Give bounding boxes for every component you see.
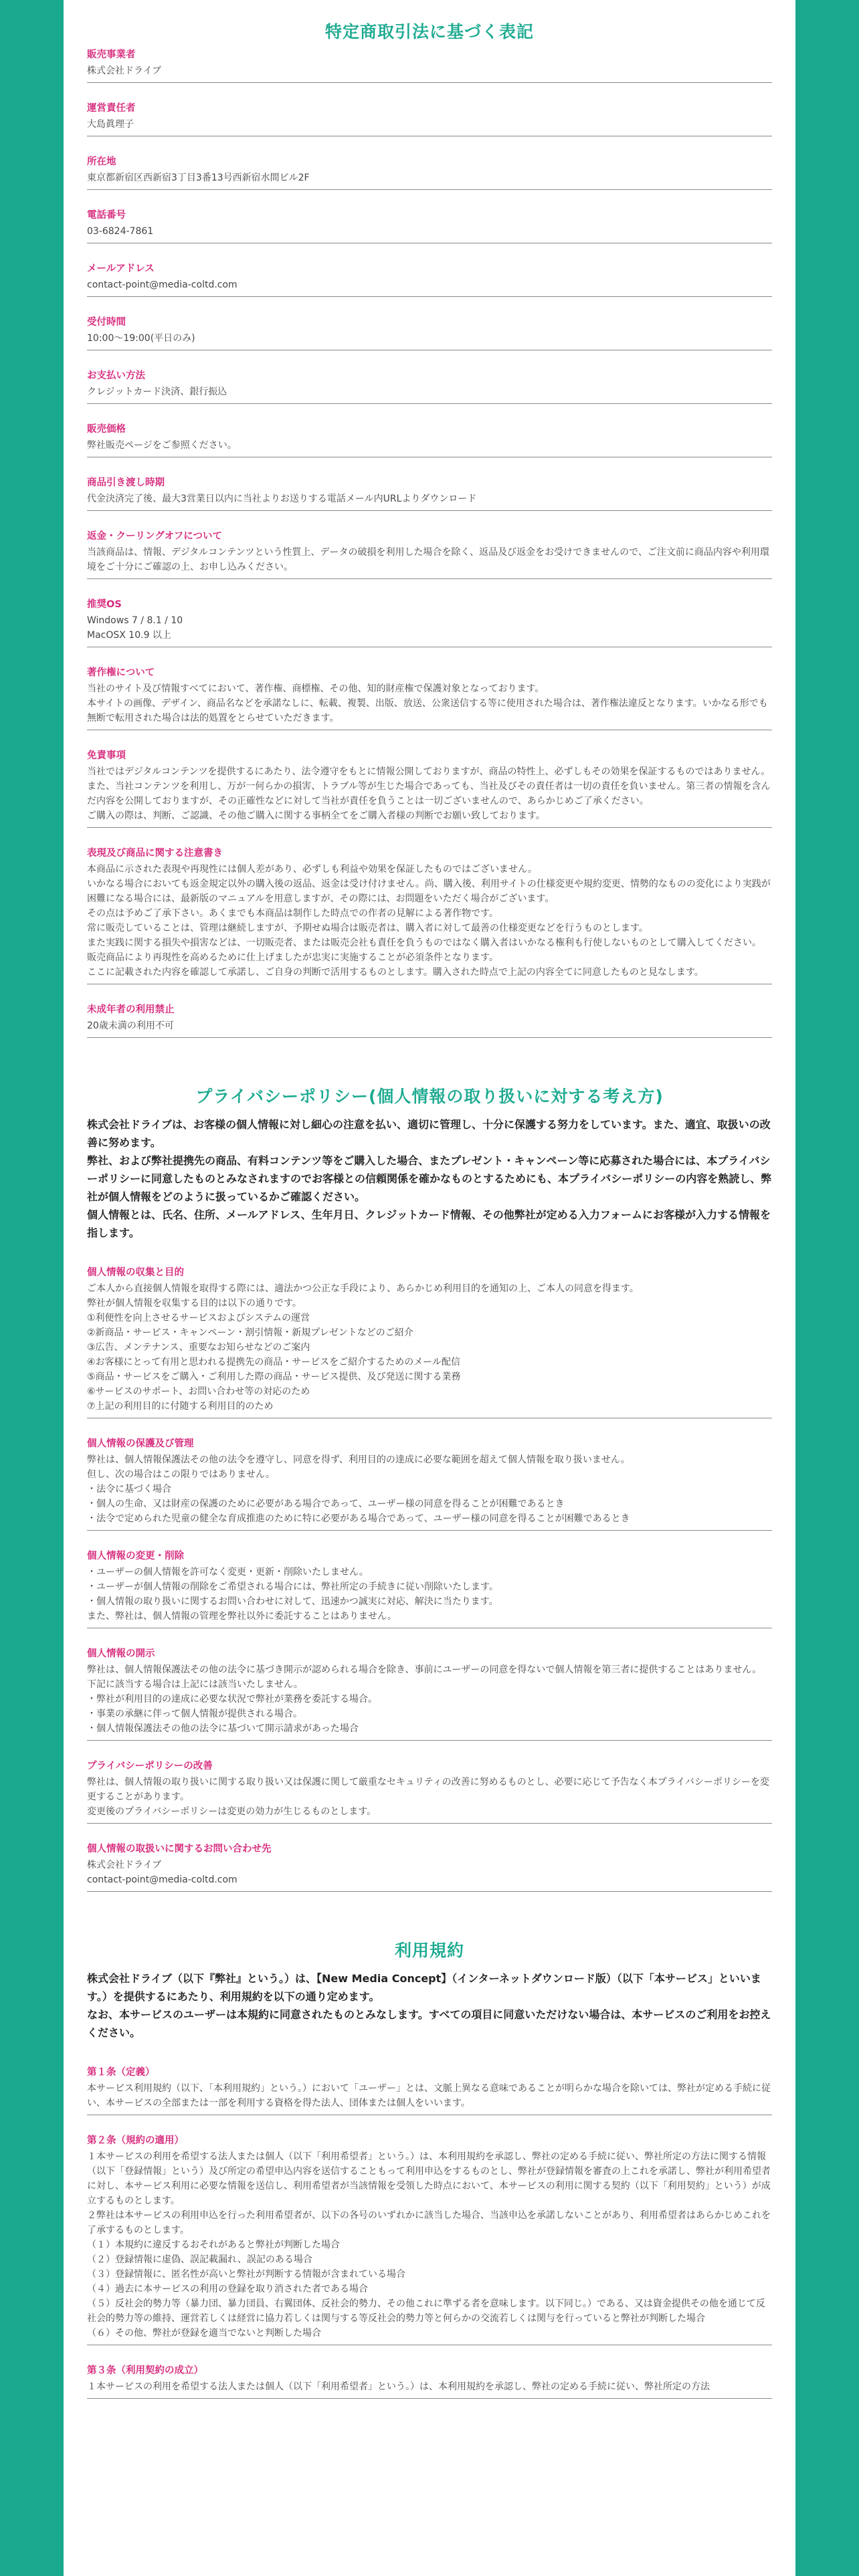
tokushoho-item-body: 本商品に示された表現や再現性には個人差があり、必ずしも利益や効果を保証したものではございません。 いかなる場合においても返金規定以外の購入後の返品、返金は受け付けません。尚、購入後、利用サイトの仕様変更や規約変更、情勢的なものの変化により実践が困難になる場合には、最新版のマニュアルを用意しますが、その際には、お問題をいただく場合がございます。 その点は予めご了承下さい。あくまでも本商品は制作した時点での作者の見解による著作物です。 常に販売していることは、管理は継続しますが、予期せぬ場合は販売者は、購入者に対して最善の仕様変更などを行うものとします。 また実践に関する損失や損害などは、一切販売者、または販売会社も責任を負うものではなく購入者はいかなる権利も行使しないものとして購入してください。 販売商品により再現性を高めるために仕上げましたが忠実に実施することが必須条件となります。 ここに記載された内容を確認して承諾し、ご自身の判断で活用するものとします。購入された時点で上記の内容全てに同意したものと見なします。 bbox=[87, 864, 771, 978]
privacy-item-body: ご本人から直接個人情報を取得する際には、適法かつ公正な手段により、あらかじめ利用目的を通知の上、ご本人の同意を得ます。 弊社が個人情報を収集する目的は以下の通りです。 ①利便性を向上させるサービスおよびシステムの運営 ②新商品・サービス・キャンペーン・割引情報・新規プレゼントなどのご紹介 ③広告、メンテナンス、重要なお知らせなどのご案内 ④お客様にとって有用と思われる提携先の商品・サービスをご紹介するためのメール配信 ⑤商品・サービスをご購入・ご利用した際の商品・サービス提供、及び発送に関する業務 ⑥サービスのサポート、お問い合わせ等の対応のため ⑦上記の利用目的に付随する利用目的のため bbox=[87, 1283, 639, 1412]
terms-item bbox=[87, 2047, 772, 2115]
tokushoho-item-label: 販売事業者 bbox=[87, 49, 136, 60]
privacy-item-label: 個人情報の変更・削除 bbox=[87, 1551, 184, 1562]
tokushoho-item bbox=[87, 297, 772, 350]
privacy-item-label: 個人情報の保護及び管理 bbox=[87, 1438, 194, 1449]
privacy-item bbox=[87, 1247, 772, 1418]
privacy-item-label: 個人情報の収集と目的 bbox=[87, 1267, 184, 1278]
tokushoho-item-label: 電話番号 bbox=[87, 210, 126, 221]
tokushoho-item bbox=[87, 83, 772, 136]
tokushoho-item bbox=[87, 730, 772, 828]
tokushoho-item-label: 返金・クーリングオフについて bbox=[87, 531, 222, 542]
tokushoho-item-label: 未成年者の利用禁止 bbox=[87, 1004, 175, 1015]
privacy-item bbox=[87, 1741, 772, 1824]
tokushoho-item-body: 弊社販売ページをご参照ください。 bbox=[87, 440, 237, 451]
content-column bbox=[64, 0, 795, 2399]
tokushoho-item bbox=[87, 579, 772, 647]
terms-item-body: １本サービスの利用を希望する法人または個人（以下「利用希望者」という。）は、本利用規約を承認し、弊社の定める手続に従い、弊社所定の方法に関する情報（以下「登録情報」という）及び所定の希望申込内容を送信することもって利用申込をするものとし、弊社が登録情報を審査の上これを承諾し、弊社が利用希望者に対し、本サービス利用に必要な情報を送信し、利用希望者が当該情報を受領した時点において、本サービスの利用に関する契約（以下「利用契約」という）が成立するものとします。 ２弊社は本サービスの利用申込を行った利用希望者が、以下の各号のいずれかに該当した場合、当該申込を承諾しないことがあり、利用希望者はあらかじめこれを了承するものとします。 （１）本規約に違反するおそれがあると弊社が判断した場合 （２）登録情報に虚偽、誤記載漏れ、誤記のある場合 （３）登録情報に、匿名性が高いと弊社が判断する情報が含まれている場合 （４）過去に本サービスの利用の登録を取り消された者である場合 （５）反社会的勢力等（暴力団、暴力団員、右翼団体、反社会的勢力、その他これに準ずる者を意味します。以下同じ。）である、又は資金提供その他を通じて反社会的勢力等の維持、運営若しくは経営に協力若しくは関与する等反社会的勢力等と何らかの交流若しくは関与を行っていると弊社が判断した場合 （６）その他、弊社が登録を適当でないと判断した場合 bbox=[87, 2151, 771, 2339]
tokushoho-item-label: メールアドレス bbox=[87, 263, 155, 274]
tokushoho-list bbox=[87, 48, 772, 1038]
terms-intro: 株式会社ドライブ（以下『弊社』という。）は、【New Media Concept】（インターネットダウンロード版）（以下「本サービス」といいます。）を提供するにあたり、利用規約を以下の通り定めます。 なお、本サービスのユーザーは本規約に同意されたものとみなします。すべての項目に同意いただけない場合は、本サービスのご利用をお控えください。 bbox=[87, 1972, 771, 2039]
privacy-item bbox=[87, 1418, 772, 1531]
terms-item-body: 本サービス利用規約（以下、「本利用規約」という。）において「ユーザー」とは、文脈上異なる意味であることが明らかな場合を除いては、弊社が定める手続に従い、本サービスの全部または一部を利用する資格を得た法人、団体または個人をいいます。 bbox=[87, 2083, 771, 2109]
tokushoho-item bbox=[87, 190, 772, 243]
tokushoho-item-label: 所在地 bbox=[87, 156, 116, 167]
privacy-item-body: 弊社は、個人情報の取り扱いに関する取り扱い又は保護に関して厳重なセキュリティの改善に努めるものとし、必要に応じて予告なく本プライバシーポリシーを変更することがあります。 変更後のプライバシーポリシーは変更の効力が生じるものとします。 bbox=[87, 1777, 769, 1817]
privacy-item-label: 個人情報の取扱いに関するお問い合わせ先 bbox=[87, 1844, 272, 1854]
tokushoho-item bbox=[87, 457, 772, 511]
terms-item bbox=[87, 2115, 772, 2345]
tokushoho-item bbox=[87, 511, 772, 579]
tokushoho-item bbox=[87, 243, 772, 297]
tokushoho-item-body: 当該商品は、情報、デジタルコンテンツという性質上、データの破損を利用した場合を除く、返品及び返金をお受けできませんので、ご注文前に商品内容や利用環境をご十分にご確認の上、お申し込みください。 bbox=[87, 547, 769, 572]
tokushoho-item-label: 商品引き渡し時期 bbox=[87, 477, 165, 488]
tokushoho-item-body: 東京都新宿区西新宿3丁目3番13号西新宿水間ビル2F bbox=[87, 173, 310, 183]
terms-item-label: 第２条（規約の適用） bbox=[87, 2135, 184, 2146]
tokushoho-item-body: 当社のサイト及び情報すべてにおいて、著作権、商標権、その他、知的財産権で保護対象となっております。 本サイトの画像、デザイン、商品名などを承諾なしに、転載、複製、出版、放送、公衆送信する等に使用された場合は、著作権法違反となります。いかなる形でも無断で転用された場合は法的処置をとらせていただきます。 bbox=[87, 683, 768, 724]
privacy-list bbox=[87, 1247, 772, 1892]
section-gap bbox=[87, 1892, 772, 1919]
tokushoho-item-body: 20歳未満の利用不可 bbox=[87, 1021, 174, 1031]
tokushoho-title: 特定商取引法に基づく表記 bbox=[324, 22, 534, 41]
tokushoho-item-label: 表現及び商品に関する注意書き bbox=[87, 848, 223, 859]
tokushoho-item-body: 03-6824-7861 bbox=[87, 226, 154, 237]
tokushoho-item-label: お支払い方法 bbox=[87, 370, 145, 381]
privacy-item bbox=[87, 1824, 772, 1892]
privacy-item-body: 弊社は、個人情報保護法その他の法令を遵守し、同意を得ず、利用目的の達成に必要な範囲を超えて個人情報を取り扱いません。 但し、次の場合はこの限りではありません。 ・法令に基づく場合 ・個人の生命、又は財産の保護のために必要がある場合であって、ユーザー様の同意を得ることが困難であるとき ・法令で定められた児童の健全な育成推進のために特に必要がある場合であって、ユーザー様の同意を得ることが困難であるとき bbox=[87, 1455, 630, 1524]
privacy-item bbox=[87, 1628, 772, 1741]
tokushoho-item-body: contact-point@media-coltd.com bbox=[87, 280, 237, 290]
privacy-item-body: 株式会社ドライブ contact-point@media-coltd.com bbox=[87, 1860, 237, 1885]
privacy-item bbox=[87, 1531, 772, 1628]
page-container bbox=[64, 0, 795, 2576]
tokushoho-item bbox=[87, 404, 772, 457]
tokushoho-item-body: 代金決済完了後、最大3営業日以内に当社よりお送りする電話メール内URLよりダウンロード bbox=[87, 494, 477, 504]
privacy-item-label: 個人情報の開示 bbox=[87, 1648, 155, 1659]
tokushoho-item-body: 大島眞理子 bbox=[87, 119, 134, 130]
tokushoho-item-label: 著作権について bbox=[87, 667, 155, 678]
terms-item-body: １本サービスの利用を希望する法人または個人（以下「利用希望者」という。）は、本利用規約を承認し、弊社の定める手続に従い、弊社所定の方法 bbox=[87, 2381, 710, 2392]
tokushoho-item bbox=[87, 647, 772, 730]
terms-list bbox=[87, 2047, 772, 2399]
tokushoho-item bbox=[87, 984, 772, 1038]
tokushoho-item bbox=[87, 136, 772, 190]
tokushoho-item-body: 当社ではデジタルコンテンツを提供するにあたり、法令遵守をもとに情報公開しておりますが、商品の特性上、必ずしもその効果を保証するものではありません。 また、当社コンテンツを利用し、万が一何らかの損害、トラブル等が生じた場合であっても、当社及びその責任者は一切の責任を負いません。第三者の情報を含んだ内容を公開しておりますが、その正確性などに対して当社が責任を負うことは一切ございませんので、あらかじめご了承ください。 ご購入の際は、判断、ご認識、その他ご購入に関する事柄全てをご購入者様の判断でお願い致しております。 bbox=[87, 766, 771, 821]
terms-item-label: 第１条（定義） bbox=[87, 2067, 155, 2078]
terms-item-label: 第３条（利用契約の成立） bbox=[87, 2365, 203, 2376]
privacy-item-label: プライバシーポリシーの改善 bbox=[87, 1761, 213, 1772]
terms-title: 利用規約 bbox=[394, 1941, 464, 1960]
tokushoho-item-label: 受付時間 bbox=[87, 317, 126, 328]
tokushoho-item-label: 販売価格 bbox=[87, 424, 126, 435]
tokushoho-item bbox=[87, 350, 772, 404]
tokushoho-item-label: 運営責任者 bbox=[87, 103, 136, 114]
tokushoho-item-body: Windows 7 / 8.1 / 10 MacOSX 10.9 以上 bbox=[87, 615, 183, 641]
section-gap bbox=[87, 1038, 772, 1065]
privacy-title: プライバシーポリシー(個人情報の取り扱いに対する考え方) bbox=[195, 1087, 664, 1106]
tokushoho-item bbox=[87, 48, 772, 83]
privacy-intro: 株式会社ドライブは、お客様の個人情報に対し細心の注意を払い、適切に管理し、十分に保護する努力をしています。また、適宜、取扱いの改善に努めます。 弊社、および弊社提携先の商品、有料コンテンツ等をご購入した場合、またプレゼント・キャンペーン等に応募された場合には、本プライバシーポリシーに同意したものとみなされますのでお客様との信頼関係を確かなものとするためにも、本プライバシーポリシーの内容を熟読し、弊社が個人情報をどのように扱っているかご確認ください。 個人情報とは、氏名、住所、メールアドレス、生年月日、クレジットカード情報、その他弊社が定める入力フォームにお客様が入力する情報を指します。 bbox=[87, 1118, 772, 1239]
privacy-item-body: ・ユーザーの個人情報を許可なく変更・更新・削除いたしません。 ・ユーザーが個人情報の削除をご希望される場合には、弊社所定の手続きに従い削除いたします。 ・個人情報の取り扱いに関するお問い合わせに対して、迅速かつ誠実に対応、解決に当たります。 また、弊社は、個人情報の管理を弊社以外に委託することはありません。 bbox=[87, 1567, 498, 1622]
tokushoho-item-label: 免責事項 bbox=[87, 750, 126, 761]
tokushoho-item-body: クレジットカード決済、銀行振込 bbox=[87, 387, 227, 397]
tokushoho-item-label: 推奨OS bbox=[87, 599, 122, 610]
tokushoho-item-body: 株式会社ドライブ bbox=[87, 66, 162, 76]
tokushoho-item-body: 10:00〜19:00(平日のみ) bbox=[87, 333, 195, 344]
privacy-item-body: 弊社は、個人情報保護法その他の法令に基づき開示が認められる場合を除き、事前にユーザーの同意を得ないで個人情報を第三者に提供することはありません。 下記に該当する場合は上記には該当いたしません。 ・弊社が利用目的の達成に必要な状況で弊社が業務を委託する場合。 ・事業の承継に伴って個人情報が提供される場合。 ・個人情報保護法その他の法令に基づいて開示請求があった場合 bbox=[87, 1665, 762, 1734]
terms-item bbox=[87, 2345, 772, 2399]
tokushoho-item bbox=[87, 828, 772, 984]
